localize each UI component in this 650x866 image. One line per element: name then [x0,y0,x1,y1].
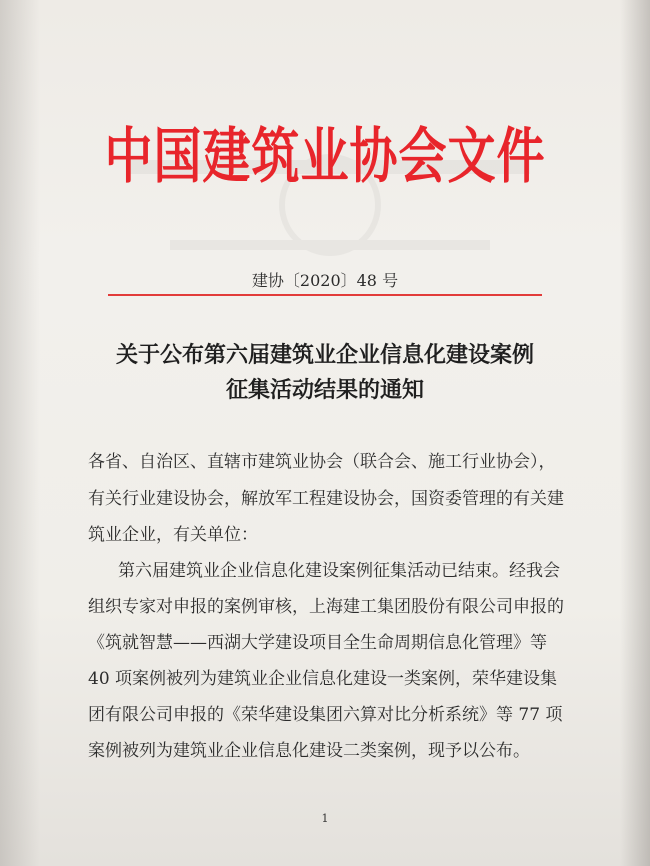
body-line: 《筑就智慧——西湖大学建设项目全生命周期信息化管理》等 [88,633,547,653]
body-line: 各省、自治区、直辖市建筑业协会（联合会、施工行业协会）， [88,452,556,472]
page-number: 1 [321,812,329,825]
red-divider-line [108,294,542,296]
body-line: 第六届建筑业企业信息化建设案例征集活动已结束。经我会 [118,561,560,581]
body-line: 40 项案例被列为建筑业企业信息化建设一类案例，荣华建设集 [88,669,558,689]
notice-heading-line-2: 征集活动结果的通知 [225,378,424,403]
body-line: 有关行业建设协会，解放军工程建设协会，国资委管理的有关建 [88,489,564,509]
document-number: 建协〔2020〕48 号 [251,271,399,290]
body-line: 案例被列为建筑业企业信息化建设二类案例，现予以公布。 [88,741,530,761]
body-line: 筑业企业，有关单位： [88,525,258,545]
body-line: 团有限公司申报的《荣华建设集团六算对比分析系统》等 77 项 [88,705,563,725]
issuing-organization-title: 中国建筑业协会文件 [104,121,546,192]
body-line: 组织专家对申报的案例审核，上海建工集团股份有限公司申报的 [88,597,564,617]
notice-heading-line-1: 关于公布第六届建筑业企业信息化建设案例 [115,343,534,368]
